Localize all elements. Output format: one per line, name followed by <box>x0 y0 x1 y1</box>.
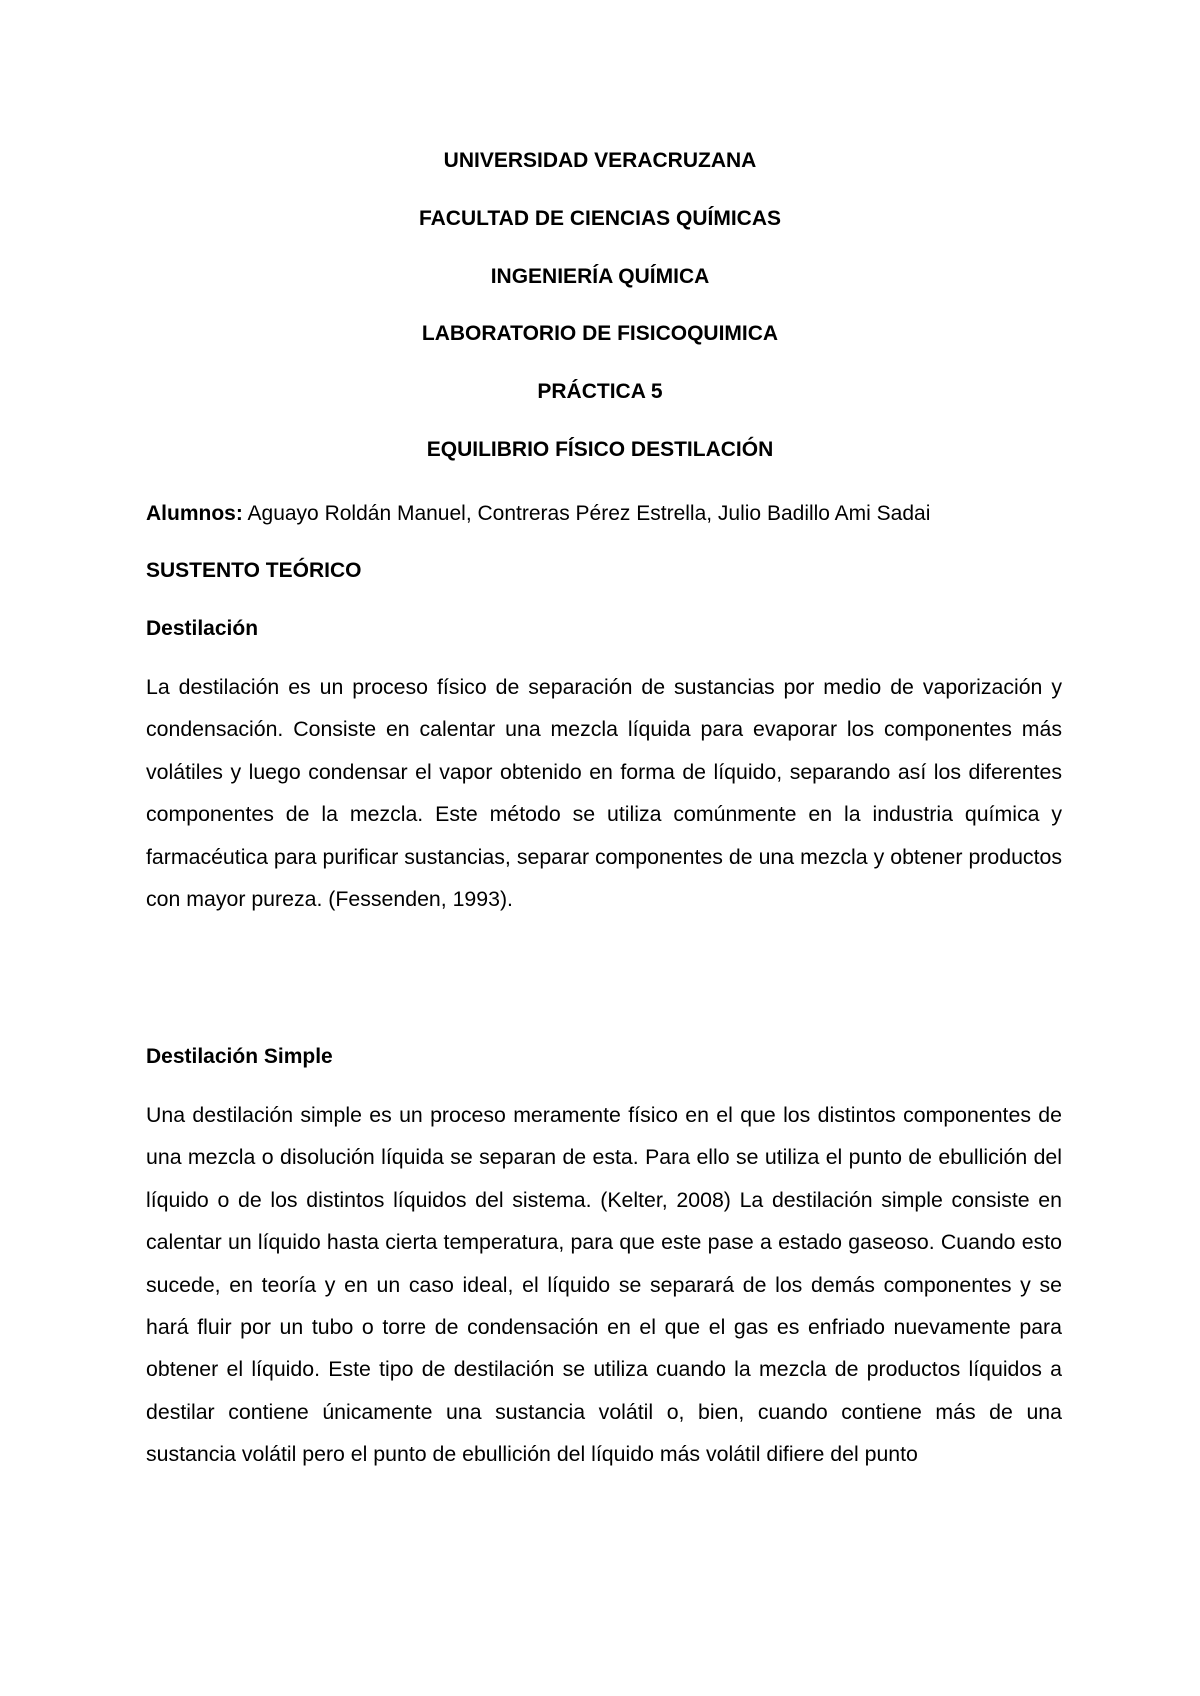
practice-title: PRÁCTICA 5 <box>537 380 663 403</box>
authors-line <box>146 500 1066 528</box>
authors-names: Aguayo Roldán Manuel, Contreras Pérez Estrella, Julio Badillo Ami Sadai <box>247 502 931 525</box>
university-title: UNIVERSIDAD VERACRUZANA <box>443 149 757 172</box>
distillation-paragraph: La destilación es un proceso físico de separación de sustancias por medio de vaporización y condensación. Consiste en calentar una mezcla líquida para evaporar los componentes más volátiles y luego condensar el vapor obtenido en forma de líquido, separando así los diferentes componentes de la mezcla. Este método se utiliza comúnmente en la industria química y farmacéutica para purificar sustancias, separar componentes de una mezcla y obtener productos con mayor pureza. (Fessenden, 1993). <box>146 675 1062 912</box>
lab-title: LABORATORIO DE FISICOQUIMICA <box>421 322 779 345</box>
theory-heading: SUSTENTO TEÓRICO <box>146 559 362 582</box>
simple-distillation-paragraph: Una destilación simple es un proceso meramente físico en el que los distintos componentes de una mezcla o disolución líquida se separan de esta. Para ello se utiliza el punto de ebullición del líquido o de los distintos líquidos del sistema. (Kelter, 2008) La destilación simple consiste en calentar un líquido hasta cierta temperatura, para que este pase a estado gaseoso. Cuando esto sucede, en teoría y en un caso ideal, el líquido se separará de los demás componentes y se hará fluir por un tubo o torre de condensación en el que el gas es enfriado nuevamente para obtener el líquido. Este tipo de destilación se utiliza cuando la mezcla de productos líquidos a destilar contiene únicamente una sustancia volátil o, bien, cuando contiene más de una sustancia volátil pero el punto de ebullición del líquido más volátil difiere del punto <box>146 1103 1062 1467</box>
topic-title: EQUILIBRIO FÍSICO DESTILACIÓN <box>426 438 774 461</box>
distillation-heading: Destilación <box>146 617 259 640</box>
faculty-title: FACULTAD DE CIENCIAS QUÍMICAS <box>418 207 782 230</box>
simple-distillation-heading: Destilación Simple <box>146 1045 333 1068</box>
program-title: INGENIERÍA QUÍMICA <box>490 265 710 288</box>
authors-label: Alumnos: <box>146 502 243 525</box>
